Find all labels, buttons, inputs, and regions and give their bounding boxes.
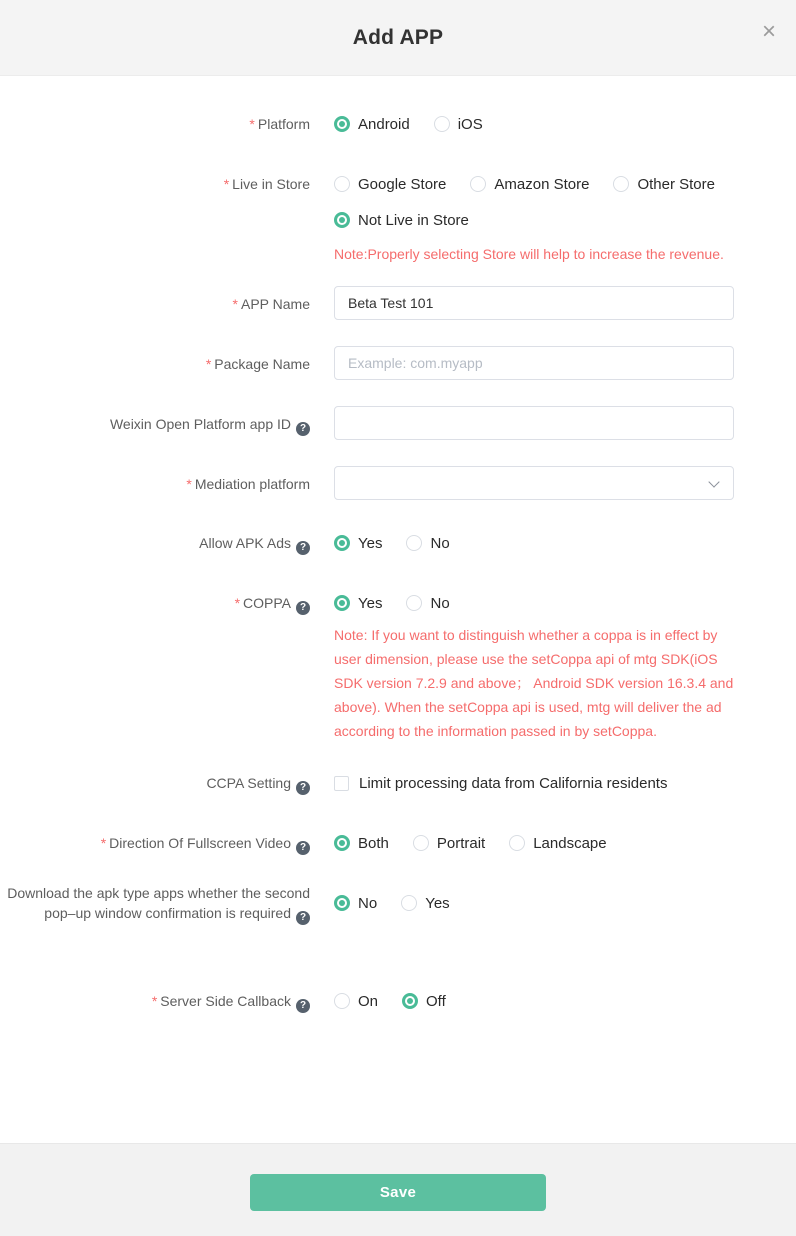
- live-in-store-label: [0, 172, 310, 194]
- dialog-body: [0, 76, 796, 1143]
- required-asterisk: *: [186, 476, 192, 492]
- field-platform: [0, 112, 796, 136]
- direction-radio-group: [334, 831, 734, 855]
- required-asterisk: *: [151, 993, 158, 1009]
- mediation-platform-label: [0, 466, 310, 494]
- radio-label: Not Live in Store: [358, 211, 469, 229]
- radio-label: No: [430, 594, 450, 612]
- radio-circle: [413, 835, 429, 851]
- dialog-header: [0, 0, 796, 76]
- radio-callback-off[interactable]: [402, 993, 446, 1010]
- mediation-platform-label-text: Mediation platform: [194, 476, 310, 492]
- field-mediation-platform: [0, 466, 796, 500]
- weixin-app-id-input[interactable]: [334, 406, 734, 440]
- radio-label: Yes: [358, 534, 383, 552]
- live-in-store-radio-group-line1: [334, 172, 734, 196]
- help-icon[interactable]: ?: [296, 999, 310, 1013]
- required-asterisk: *: [100, 835, 107, 851]
- platform-label: [0, 112, 310, 134]
- help-icon[interactable]: ?: [296, 911, 310, 925]
- field-server-side-callback: [0, 989, 796, 1013]
- radio-label: iOS: [457, 115, 483, 133]
- radio-label: Yes: [425, 894, 450, 912]
- radio-callback-on[interactable]: [334, 993, 378, 1010]
- radio-coppa-no[interactable]: [406, 595, 449, 612]
- field-app-name: [0, 286, 796, 320]
- required-asterisk: *: [223, 176, 230, 192]
- allow-apk-ads-label-text: Allow APK Ads: [199, 535, 291, 551]
- radio-circle: [334, 116, 350, 132]
- server-side-callback-radio-group: [334, 989, 734, 1013]
- radio-label: No: [358, 894, 378, 912]
- coppa-label-text: COPPA: [243, 595, 291, 611]
- radio-coppa-yes[interactable]: [334, 595, 382, 612]
- radio-label: Other Store: [637, 175, 715, 193]
- allow-apk-ads-label: [0, 531, 310, 555]
- radio-other-store[interactable]: [613, 176, 715, 193]
- save-button[interactable]: Save: [250, 1174, 546, 1211]
- help-icon[interactable]: ?: [296, 841, 310, 855]
- radio-direction-landscape[interactable]: [509, 835, 606, 852]
- allow-apk-ads-radio-group: [334, 531, 734, 555]
- radio-download-confirm-no[interactable]: [334, 895, 377, 912]
- field-live-in-store: [0, 172, 796, 266]
- field-allow-apk-ads: [0, 531, 796, 555]
- required-asterisk: *: [234, 595, 241, 611]
- radio-circle: [334, 176, 350, 192]
- ccpa-setting-label-text: CCPA Setting: [206, 775, 291, 791]
- radio-label: Amazon Store: [494, 175, 590, 193]
- chevron-down-icon: [708, 476, 719, 487]
- coppa-radio-group: [334, 591, 734, 615]
- field-weixin-app-id: [0, 406, 796, 440]
- help-icon[interactable]: ?: [296, 541, 310, 555]
- radio-circle: [406, 535, 422, 551]
- radio-not-live-in-store[interactable]: [334, 212, 469, 229]
- mediation-platform-select[interactable]: [334, 466, 734, 500]
- radio-circle: [401, 895, 417, 911]
- checkbox-box: [334, 776, 349, 791]
- radio-circle: [334, 835, 350, 851]
- weixin-app-id-label: [0, 406, 310, 436]
- live-in-store-note: Note:Properly selecting Store will help to increase the revenue.: [334, 246, 724, 262]
- radio-direction-both[interactable]: [334, 835, 389, 852]
- radio-circle: [470, 176, 486, 192]
- required-asterisk: *: [232, 296, 238, 312]
- checkbox-label: Limit processing data from California residents: [359, 774, 668, 792]
- package-name-input[interactable]: [334, 346, 734, 380]
- close-icon[interactable]: ×: [761, 18, 776, 45]
- radio-circle: [406, 595, 422, 611]
- apk-download-confirm-label: [0, 883, 310, 925]
- radio-label: Landscape: [533, 834, 607, 852]
- radio-label: On: [358, 992, 379, 1010]
- field-direction-fullscreen-video: [0, 831, 796, 855]
- apk-download-confirm-radio-group: [334, 891, 734, 915]
- server-side-callback-label-text: Server Side Callback: [160, 993, 291, 1009]
- radio-ios[interactable]: [434, 116, 483, 133]
- radio-google-store[interactable]: [334, 176, 446, 193]
- radio-circle: [334, 595, 350, 611]
- radio-circle: [402, 993, 418, 1009]
- coppa-label: [0, 591, 310, 615]
- direction-label: [0, 831, 310, 855]
- radio-amazon-store[interactable]: [470, 176, 589, 193]
- apk-download-confirm-label-text: Download the apk type apps whether the second pop–up window confirmation is required: [7, 885, 310, 921]
- radio-apk-ads-no[interactable]: [406, 535, 449, 552]
- coppa-note: Note: If you want to distinguish whether a coppa is in effect by user dimension, please use the setCoppa api of mtg SDK(iOS SDK version 7.2.9 and above； Android SDK version 16.3.4 and above). When the setCoppa api is used, mtg will deliver the ad according to the information passed in by setCoppa.: [334, 627, 734, 739]
- field-apk-download-confirm: [0, 883, 796, 925]
- direction-label-text: Direction Of Fullscreen Video: [109, 835, 291, 851]
- radio-circle: [334, 993, 350, 1009]
- radio-label: Yes: [358, 594, 383, 612]
- radio-circle: [613, 176, 629, 192]
- live-in-store-radio-group-line2: [334, 208, 734, 232]
- radio-label: Android: [358, 115, 410, 133]
- radio-download-confirm-yes[interactable]: [401, 895, 449, 912]
- radio-circle: [509, 835, 525, 851]
- field-package-name: [0, 346, 796, 380]
- radio-label: Google Store: [358, 175, 447, 193]
- app-name-label-text: APP Name: [241, 296, 310, 312]
- field-ccpa-setting: [0, 771, 796, 795]
- required-asterisk: *: [205, 356, 212, 372]
- field-coppa: [0, 591, 796, 743]
- platform-radio-group: [334, 112, 734, 136]
- dialog-title: Add APP: [352, 25, 444, 49]
- help-icon[interactable]: ?: [296, 601, 310, 615]
- ccpa-checkbox[interactable]: [334, 771, 734, 795]
- server-side-callback-label: [0, 989, 310, 1013]
- radio-circle: [334, 535, 350, 551]
- radio-label: Both: [358, 834, 389, 852]
- radio-direction-portrait[interactable]: [413, 835, 485, 852]
- help-icon[interactable]: ?: [296, 422, 310, 436]
- radio-apk-ads-yes[interactable]: [334, 535, 382, 552]
- radio-label: No: [430, 534, 450, 552]
- required-asterisk: *: [249, 116, 255, 132]
- app-name-input[interactable]: [334, 286, 734, 320]
- live-in-store-label-text: Live in Store: [232, 176, 310, 192]
- package-name-label: [0, 346, 310, 374]
- dialog-footer: [0, 1143, 796, 1236]
- help-icon[interactable]: ?: [296, 781, 310, 795]
- radio-label: Off: [426, 992, 446, 1010]
- app-name-label: [0, 286, 310, 314]
- radio-circle: [334, 895, 350, 911]
- package-name-label-text: Package Name: [214, 356, 310, 372]
- radio-circle: [434, 116, 450, 132]
- radio-android[interactable]: [334, 116, 410, 133]
- radio-label: Portrait: [436, 834, 486, 852]
- platform-label-text: Platform: [257, 116, 310, 132]
- ccpa-setting-label: [0, 771, 310, 795]
- weixin-app-id-label-text: Weixin Open Platform app ID: [109, 416, 291, 432]
- radio-circle: [334, 212, 350, 228]
